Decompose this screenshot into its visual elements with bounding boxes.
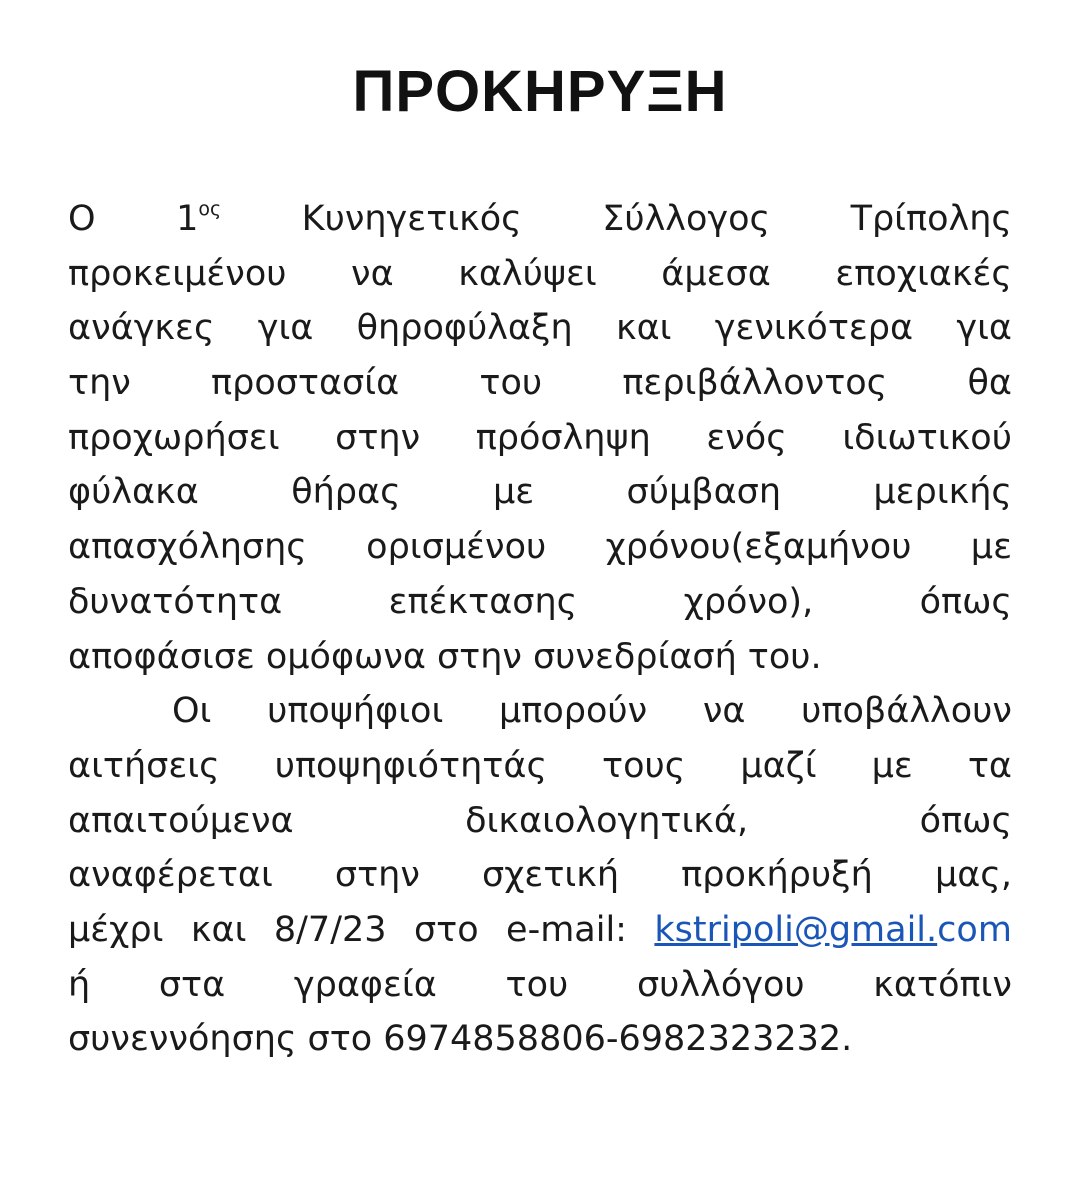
word: απαιτούμενα [68,800,294,841]
word: δικαιολογητικά, [465,800,749,841]
word: συλλόγου [636,964,805,1005]
word: πρόσληψη [475,417,651,458]
word: ομόφωνα [265,636,426,677]
paragraph-1-line-4 [68,356,1012,411]
paragraph-2-line-7 [68,1012,1012,1067]
phone-numbers: 6974858806-6982323232. [383,1019,853,1060]
word: στην [436,636,522,677]
word: με [492,472,535,513]
word: e-mail: [506,909,627,950]
word: να [351,253,394,294]
word: μπορούν [498,691,648,732]
word: τους [602,745,686,786]
word: με [871,745,913,786]
word: σχετική [482,855,620,896]
word: και [190,909,247,950]
paragraph-2-line-2 [68,739,1012,794]
paragraph-2-line-5 [68,903,1012,958]
word: άμεσα [661,253,771,294]
word: χρόνο), [683,581,814,622]
paragraph-1-line-1 [68,192,1012,247]
word: απασχόλησης [68,527,307,568]
word: συνεννόησης [68,1019,297,1060]
email-address[interactable] [654,903,1012,958]
word: αναφέρεται [68,855,273,896]
word: στο [413,909,479,950]
word: του [479,363,543,404]
word: ενός [706,417,787,458]
word: Ο [68,199,96,239]
word: θα [967,363,1012,404]
word: ανάγκες [68,308,215,349]
paragraph-1-line-6 [68,465,1012,520]
email-link[interactable]: kstripoli@gmail. [654,909,938,950]
word: την [68,363,131,404]
word: όπως [919,581,1012,622]
word: θηροφύλαξη [356,308,573,349]
ordinal-number: $1^{o\varsigma}$ [176,198,222,239]
word: στο [307,1019,373,1060]
word: Οι [172,691,212,732]
word: προχωρήσει [68,417,280,458]
word: καλύψει [458,253,597,294]
word: προκειμένου [68,253,287,294]
paragraph-1-line-7 [68,520,1012,575]
word: υποβάλλουν [801,691,1012,732]
word: κατόπιν [873,964,1012,1005]
word: χρόνου(εξαμήνου [605,527,912,568]
word: του. [747,636,822,677]
word: του [505,964,569,1005]
word: επέκτασης [388,581,578,622]
word: φύλακα [68,472,199,513]
word: εποχιακές [835,253,1012,294]
word: στην [335,417,421,458]
word: μερικής [873,472,1012,513]
word: γενικότερα [714,308,914,349]
word: Τρίπολης [850,199,1012,239]
word: Κυνηγετικός [301,199,522,239]
paragraph-1-line-3 [68,301,1012,356]
paragraph-1-line-8 [68,575,1012,630]
word: για [257,308,314,349]
word: όπως [919,800,1012,841]
word: και [615,308,672,349]
word: στην [334,855,420,896]
paragraph-2-line-4 [68,848,1012,903]
word: Σύλλογος [602,199,771,239]
word: ή [68,964,91,1005]
email-domain-tail[interactable]: com [937,909,1012,950]
paragraph-2-line-1 [68,684,1012,739]
word: ιδιωτικού [842,417,1012,458]
word: να [702,691,746,732]
word: συνεδρίασή [532,636,737,677]
word: περιβάλλοντος [622,363,888,404]
word: μαζί [740,745,817,786]
word: δυνατότητα [68,581,283,622]
word: μας, [934,855,1012,896]
word: υποψήφιοι [267,691,444,732]
paragraph-1-line-2 [68,247,1012,302]
word: στα [158,964,226,1005]
announcement-body [68,192,1012,1067]
word: σύμβαση [626,472,782,513]
word: με [970,527,1012,568]
paragraph-1-line-5 [68,411,1012,466]
ordinal-suffix: ος [198,198,222,221]
word: υποψηφιότητάς [274,745,547,786]
word: για [956,308,1012,349]
paragraph-2-line-3 [68,794,1012,849]
word: γραφεία [293,964,437,1005]
word: 8/7/23 [273,909,387,950]
word: προκήρυξή [681,855,873,896]
word: θήρας [291,472,401,513]
word: ορισμένου [366,527,547,568]
word: τα [967,745,1012,786]
word: αιτήσεις [68,745,220,786]
word: αποφάσισε [68,636,255,677]
word: μέχρι [68,909,164,950]
page-title: ΠΡΟΚΗΡΥΞΗ [352,59,728,124]
paragraph-2-line-6 [68,958,1012,1013]
paragraph-1-line-9 [68,630,1012,685]
word: προστασία [211,363,400,404]
